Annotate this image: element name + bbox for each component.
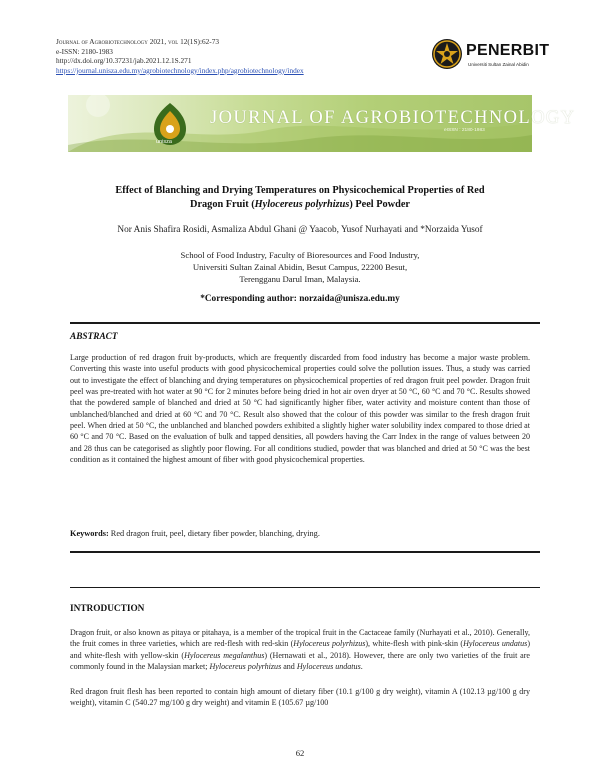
divider-bottom [70,551,540,553]
affiliation-line: Universiti Sultan Zainal Abidin, Besut Campus, 22200 Besut, [192,262,408,272]
affiliation-line: Terengganu Darul Iman, Malaysia. [239,274,361,284]
banner-title: JOURNAL OF AGROBIOTECHNOLOGY [210,108,576,128]
paragraph-text: Dragon fruit, or also known as pitaya or pitahaya, is a member of the tropical fruit in the Cactaceae family (Nurhayati et al., 2010). Generally, the fruit comes in three varieties, which are red-flesh with red-skin ( [70,628,530,649]
eissn-text: e-ISSN: 2180-1983 [56,46,113,56]
title-text: ) Peel Powder [349,199,410,210]
species-name: Hylocereus megalanthus [184,650,265,660]
affiliation [120,249,480,285]
title-text: Dragon Fruit ( [190,199,255,210]
banner-issn: eISSN : 2180-1983 [444,128,485,133]
banner-unisza-text: unisza [156,139,172,145]
abstract-heading: ABSTRACT [70,332,118,342]
publisher-subtitle: Universiti Sultan Zainal Abidin [468,62,529,67]
journal-citation: Journal of Agrobiotechnology 2021, vol 12(1S):62-73 [56,37,219,46]
paragraph-text: ) and white-flesh with yellow-skin ( [70,639,530,660]
publisher-logo [431,36,559,82]
keywords [70,529,530,538]
divider-top [70,322,540,324]
paragraph-text: and [281,662,297,672]
divider-intro [70,587,540,588]
paragraph-text: ), white-flesh with pink-skin ( [365,639,464,649]
paragraph-text: . [360,662,363,672]
journal-banner [68,95,576,152]
title-species: Hylocereus polyrhizus [254,199,350,210]
species-name: Hylocereus polyrhizus [293,639,366,649]
species-name: Hylocereus polyrhizus [209,662,282,672]
affiliation-line: School of Food Industry, Faculty of Bioresources and Food Industry, [180,250,420,260]
article-title [80,184,520,212]
introduction-paragraph-2: Red dragon fruit flesh has been reported to contain high amount of dietary fiber (10.1 g/100 g dry weight), vitamin A (102.13 µg/100 g dry weight), vitamin C (540.27 mg/100 g dry weight) and vitamin E (105.67 µg/100 [70,687,530,708]
introduction-heading: INTRODUCTION [70,604,145,614]
abstract-text: Large production of red dragon fruit by-products, which are frequently discarded from food industry has become a major waste problem. Converting this waste into useful products with good physicochemical properties could solve the pollution issues. Thus, a study was carried out to investigate the effect of blanching and drying temperatures on physicochemical properties of red dragon fruit peel powder. Dragon fruit peel was pre-treated with hot water at 90 °C for 2 minutes before being dried in hot air oven dryer at 50 °C, 60 °C and 70 °C. Results showed that the powdered sample of blanched and dried at 50 °C had significantly higher fiber, water activity and moisture content than those of unblanched/blanched and dried at 60 °C and 70 °C. Result also showed that the colour of this powder was similar to the fresh dragon fruit peel. When dried at 50 °C, the unblanched and blanched powders exhibited a slightly higher water solubility index compared to those dried at 60 °C and 70 °C. Based on the evaluation of bulk and tapped densities, all powders having the Carr Index in the range of values between 20 and 28 thus can be categorised as slightly poor flowing. For all conditions studied, powder that was blanched and dried at 50 °C was the best condition as it contained the highest amount of fiber with good physicochemical properties. [70,353,530,465]
page-number: 62 [295,748,305,758]
journal-url-link[interactable]: https://journal.unisza.edu.my/agrobiotechnology/index.php/agrobiotechnology/index [56,65,304,75]
species-name: Hylocereus undatus [463,639,528,649]
keywords-text: Red dragon fruit, peel, dietary fiber powder, blanching, drying. [110,529,320,538]
introduction-paragraph-1 [70,627,530,672]
doi-text: http://dx.doi.org/10.37231/jab.2021.12.1S.271 [56,56,192,66]
species-name: Hylocereus undatus [296,662,361,672]
title-line-2 [80,198,520,212]
author-list: Nor Anis Shafira Rosidi, Asmaliza Abdul Ghani @ Yaacob, Yusof Nurhayati and *Norzaida Yusof [117,225,483,235]
publisher-name: PENERBIT [466,42,550,59]
corresponding-author: *Corresponding author: norzaida@unisza.edu.my [200,294,400,304]
citation-block [56,37,304,75]
paragraph-text: ) (Hernawati et al., 2018). However, there are only two varieties of the fruit are commonly found in the Malaysian market; [70,650,530,672]
penerbit-emblem-icon [431,38,463,70]
title-line-1: Effect of Blanching and Drying Temperatures on Physicochemical Properties of Red [115,185,485,196]
keywords-label: Keywords: [70,529,109,538]
